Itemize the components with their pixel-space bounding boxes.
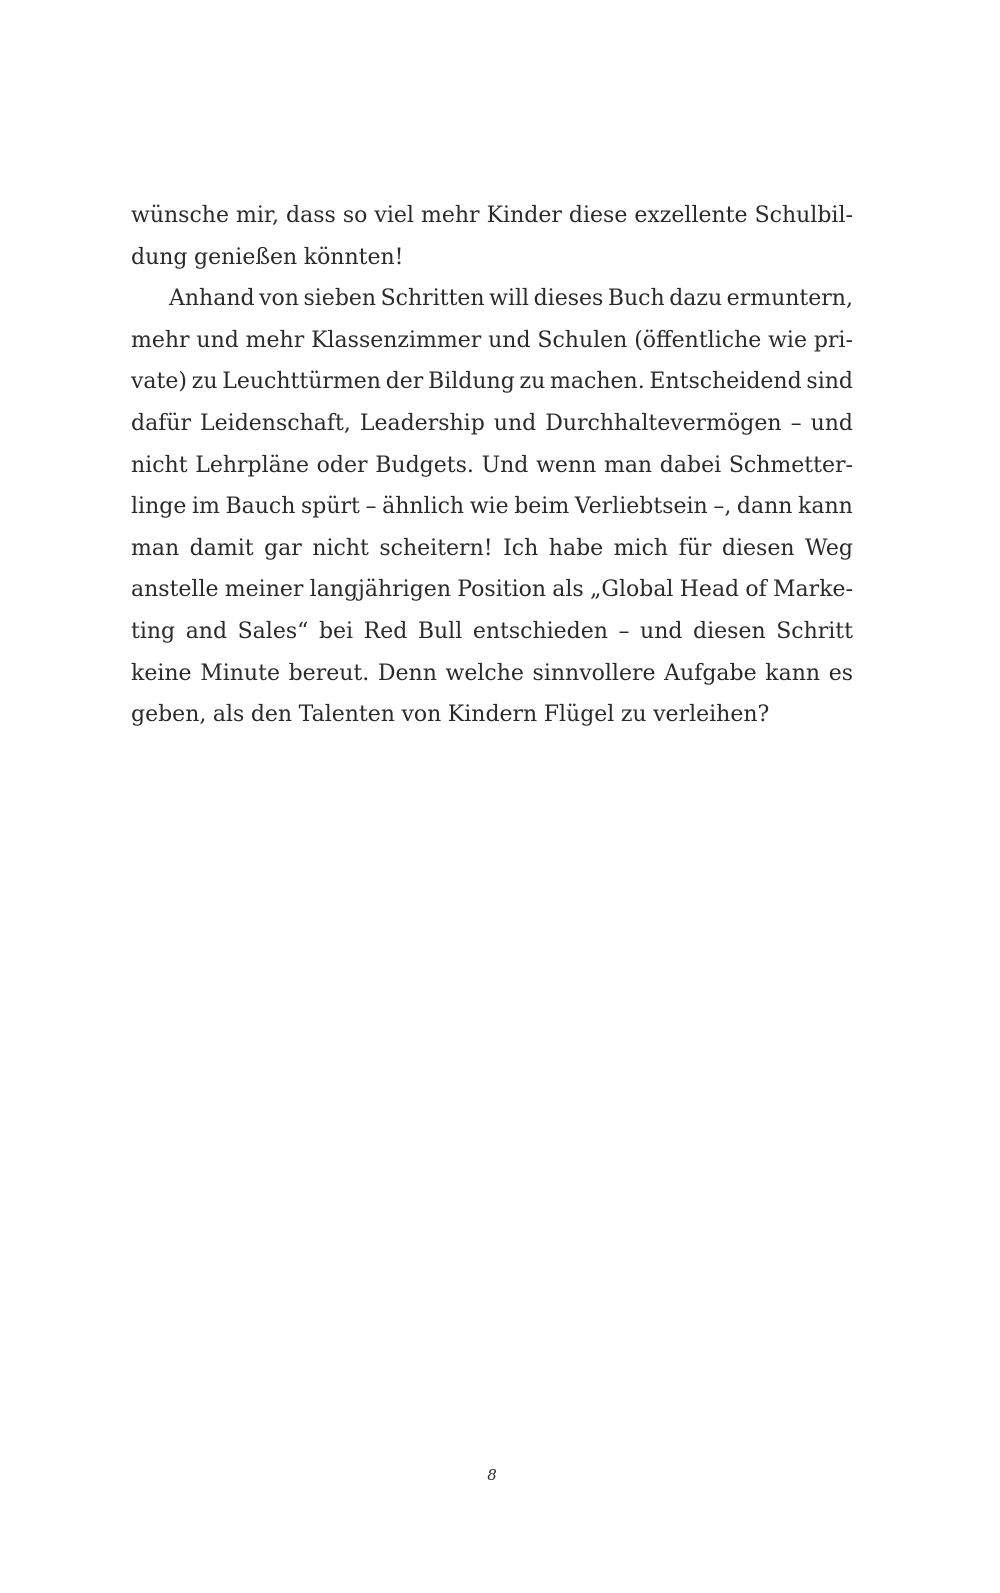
word: Kindern [447,702,538,728]
text-line [131,320,853,362]
text-line [131,569,853,611]
word: Budgets. [375,452,474,478]
word: Schulen [537,327,628,353]
word: von [401,702,442,728]
word: Marke- [773,577,853,603]
word: und [810,410,853,436]
word: Klassenzimmer [311,327,482,353]
word: Kinder [486,203,562,228]
word: Verliebtsein [574,494,708,520]
word: (öffentliche [634,327,762,353]
word: es [828,660,853,686]
word: mehr [131,327,190,353]
text-line [131,361,853,403]
word: und [196,327,239,353]
word: zu [191,369,218,395]
word: dass [286,203,336,228]
word: und [640,618,683,644]
word: man [603,452,653,478]
word: nicht [312,535,369,561]
word: Entscheidend [649,369,802,395]
text-line [131,237,853,279]
word: so [342,203,368,228]
word: – [790,410,802,436]
page-number: 8 [487,1466,497,1484]
word: Lehrpläne [195,452,309,478]
word: zu [519,369,546,395]
word: gar [264,535,302,561]
word: spürt [300,494,360,520]
word: Denn [377,660,437,686]
word: mehr [420,203,480,228]
word: bereut. [288,660,370,686]
word: Schulbil- [754,203,853,228]
word: Bauch [225,494,296,520]
word: von [259,286,299,312]
word: zu [620,702,647,728]
word: sind [806,369,853,395]
word: linge [131,494,187,520]
word: der [385,369,424,395]
word: wenn [536,452,597,478]
word: sieben [303,286,377,312]
word: dabei [659,452,722,478]
word: dung [131,244,188,270]
word: Durchhaltevermögen [545,410,782,436]
word: pri- [813,327,853,353]
word: will [489,286,530,312]
word: sinnvollere [532,660,656,686]
word: genießen [194,244,298,270]
word: bei [318,618,354,644]
word: damit [189,535,254,561]
word: Buch [607,286,665,312]
paragraph-1 [131,195,853,278]
text-line [131,486,853,528]
word: Aufgabe [664,660,757,686]
word: und [488,327,531,353]
text-line [131,653,853,695]
text-line [131,403,853,445]
word: dazu [669,286,723,312]
word: Bull [417,618,463,644]
text-line [131,445,853,487]
word: wie [469,494,509,520]
paragraph-2 [131,278,853,736]
word: geben, [131,702,207,728]
word: habe [548,535,604,561]
word: kann [765,660,821,686]
word: Schritt [776,618,853,644]
word: „Global [589,577,674,603]
word: Leadership [359,410,485,436]
word: wie [768,327,807,353]
word: für [678,535,712,561]
word: and [185,618,228,644]
word: Schritten [380,286,485,312]
word: mehr [245,327,305,353]
word: könnten! [303,244,404,270]
word: Flügel [543,702,615,728]
word: nicht [131,452,188,478]
word: Talenten [298,702,395,728]
word: keine [131,660,192,686]
word: mich [613,535,669,561]
word: ting [131,618,176,644]
word: langjährigen [309,577,451,603]
word: meiner [224,577,304,603]
word: exzellente [634,203,748,228]
word: Minute [200,660,280,686]
word: viel [374,203,414,228]
word: – [365,494,377,520]
word: ähnlich [382,494,465,520]
page-body [131,195,853,736]
word: den [250,702,293,728]
word: Sales“ [237,618,309,644]
word: dann [736,494,793,520]
word: diese [568,203,628,228]
word: entschieden [472,618,608,644]
word: ermuntern, [726,286,853,312]
text-line [131,195,853,237]
word: Und [481,452,529,478]
word: beim [514,494,570,520]
word: machen. [550,369,645,395]
text-line [131,694,853,736]
text-line [131,278,853,320]
word: kann [798,494,853,520]
word: oder [316,452,368,478]
word: als [212,702,245,728]
word: dafür [131,410,192,436]
word: diesen [721,535,795,561]
word: welche [445,660,524,686]
word: vate) [131,369,187,395]
word: Schmetter- [728,452,853,478]
word: Leuchttürmen [222,369,381,395]
word: Bildung [428,369,515,395]
word: als [552,577,584,603]
word: Weg [805,535,853,561]
word: mir, [236,203,279,228]
word: Position [457,577,547,603]
word: wünsche [131,203,229,228]
text-line [131,611,853,653]
word: und [493,410,537,436]
word: man [131,535,180,561]
word: Ich [503,535,539,561]
word: Head [679,577,740,603]
word: –, [713,494,732,520]
word: Leidenschaft, [200,410,351,436]
word: im [191,494,220,520]
word: – [618,618,630,644]
word: anstelle [131,577,219,603]
word: of [745,577,767,603]
word: verleihen? [653,702,770,728]
word: Anhand [169,286,255,312]
word: diesen [693,618,766,644]
word: Red [363,618,408,644]
word: dieses [533,286,604,312]
text-line [131,528,853,570]
word: scheitern! [379,535,493,561]
